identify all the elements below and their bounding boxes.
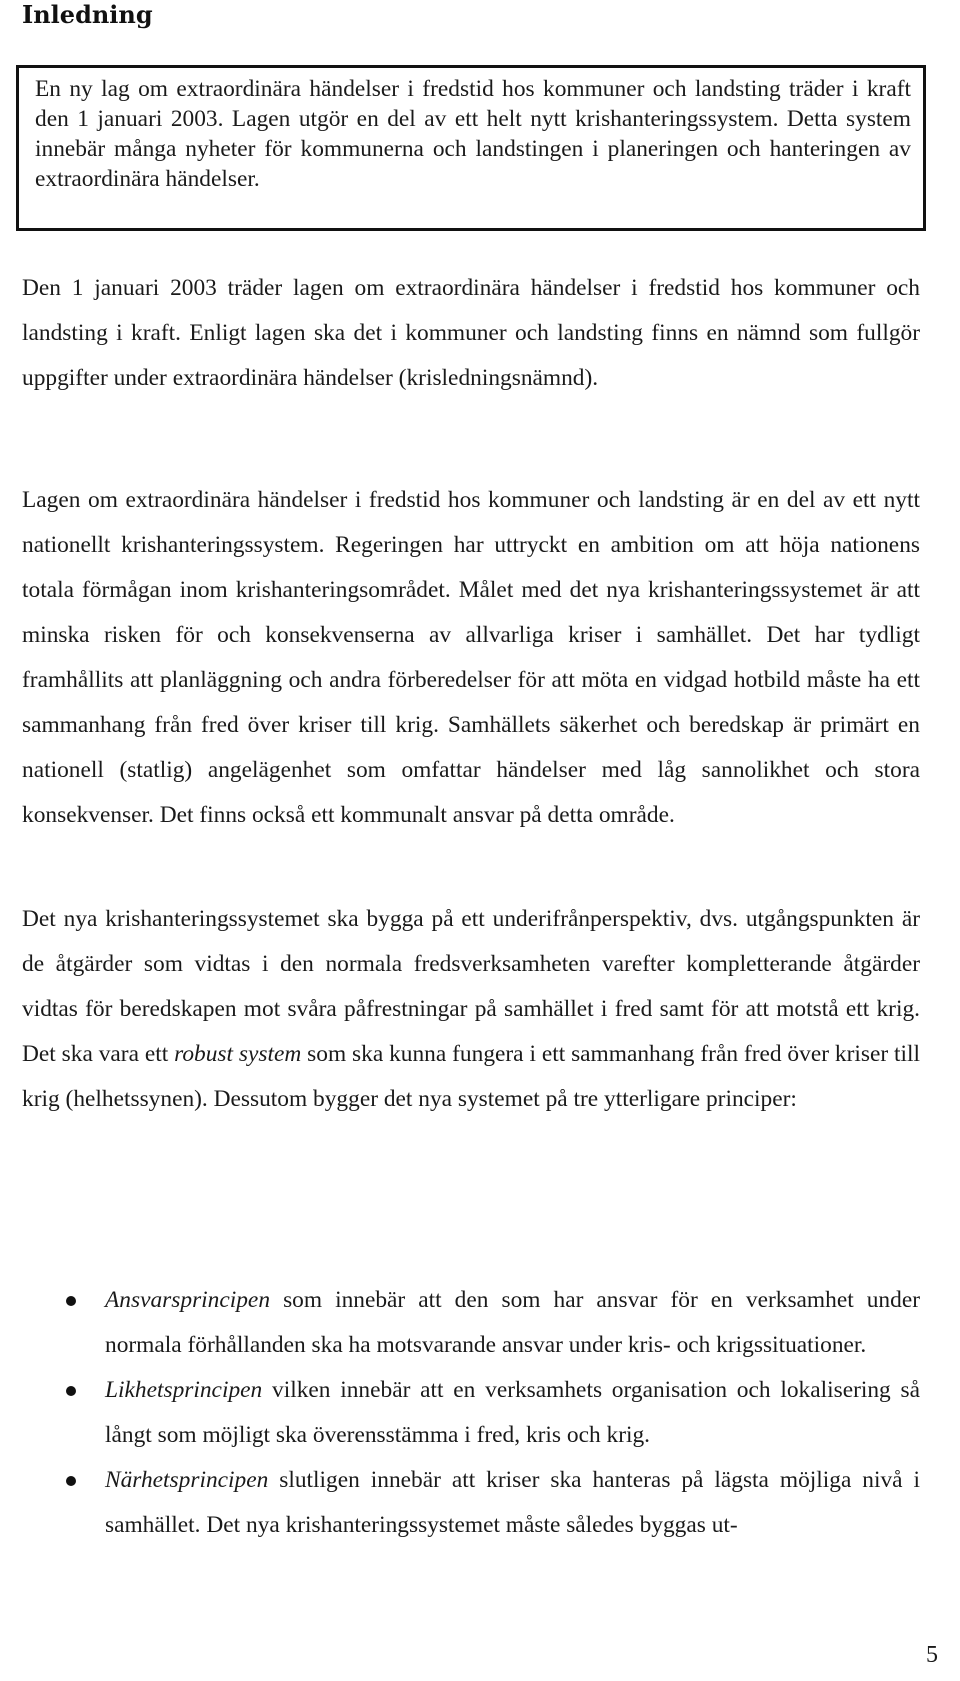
- paragraph-3-part-2: som ska kunna fungera i ett sammanhang från fred över kriser till krig (helhetssynen). Dessutom bygger det nya systemet på tre ytterligare principer:: [22, 1041, 921, 1112]
- principle-term: Närhetsprincipen: [105, 1467, 269, 1493]
- paragraph-3: [22, 897, 920, 1122]
- bullet-icon: [66, 1476, 76, 1486]
- bullet-icon: [66, 1386, 76, 1396]
- summary-text: En ny lag om extraordinära händelser i fredstid hos kommuner och landsting träder i kraft den 1 januari 2003. Lagen utgör en del av ett helt nytt krishanteringssystem. Detta system innebär många nyheter för kommunerna och landstingen i planeringen och hanteringen av extraordinära händelser.: [35, 76, 911, 192]
- paragraph-1: Den 1 januari 2003 träder lagen om extraordinära händelser i fredstid hos kommuner och landsting i kraft. Enligt lagen ska det i kommuner och landsting finns en nämnd som fullgör uppgifter under extraordinära händelser (krisledningsnämnd).: [22, 275, 920, 391]
- principle-item: [22, 1278, 920, 1368]
- principle-text: som innebär att den som har ansvar för en verksamhet under normala förhållanden ska ha motsvarande ansvar under kris- och krigssituationer.: [105, 1287, 920, 1358]
- principle-text: vilken innebär att en verksamhets organisation och lokalisering så långt som möjligt ska överensstämma i fred, kris och krig.: [105, 1377, 921, 1448]
- page-number: 5: [926, 1642, 938, 1668]
- paragraph-2: Lagen om extraordinära händelser i fredstid hos kommuner och landsting är en del av ett nytt nationellt krishanteringssystem. Regeringen har uttryckt en ambition om att höja nationens totala förmågan inom krishanteringsområdet. Målet med det nya krishanteringssystemet är att minska risken för och konsekvenserna av allvarliga kriser i samhället. Det har tydligt framhållits att planläggning och andra förberedelser för att möta en vidgad hotbild måste ha ett sammanhang från fred över kriser till krig. Samhällets säkerhet och beredskap är primärt en nationell (statlig) angelägenhet som omfattar händelser med låg sannolikhet och stora konsekvenser. Det finns också ett kommunalt ansvar på detta område.: [22, 487, 920, 828]
- principle-item: [22, 1458, 920, 1548]
- bullet-icon: [66, 1296, 76, 1306]
- principle-text: slutligen innebär att kriser ska hanteras på lägsta möjliga nivå i samhället. Det nya krishanteringssystemet måste således byggas ut-: [105, 1467, 920, 1538]
- summary-box: [16, 65, 926, 231]
- principles-list: [22, 1278, 920, 1548]
- paragraph-3-part-1: Det nya krishanteringssystemet ska bygga på ett underifrånperspektiv, dvs. utgångspunkten är de åtgärder som vidtas i den normala fredsverksamheten varefter kompletterande åtgärder vidtas för beredskapen mot svåra påfrestningar på samhället i fred samt för att motstå ett krig. Det ska vara ett: [22, 906, 920, 1067]
- principle-term: Ansvarsprincipen: [105, 1287, 271, 1313]
- principle-item: [22, 1368, 920, 1458]
- robust-system-emphasis: robust system: [174, 1041, 302, 1067]
- section-heading: Inledning: [22, 0, 153, 29]
- principle-term: Likhetsprincipen: [105, 1377, 263, 1403]
